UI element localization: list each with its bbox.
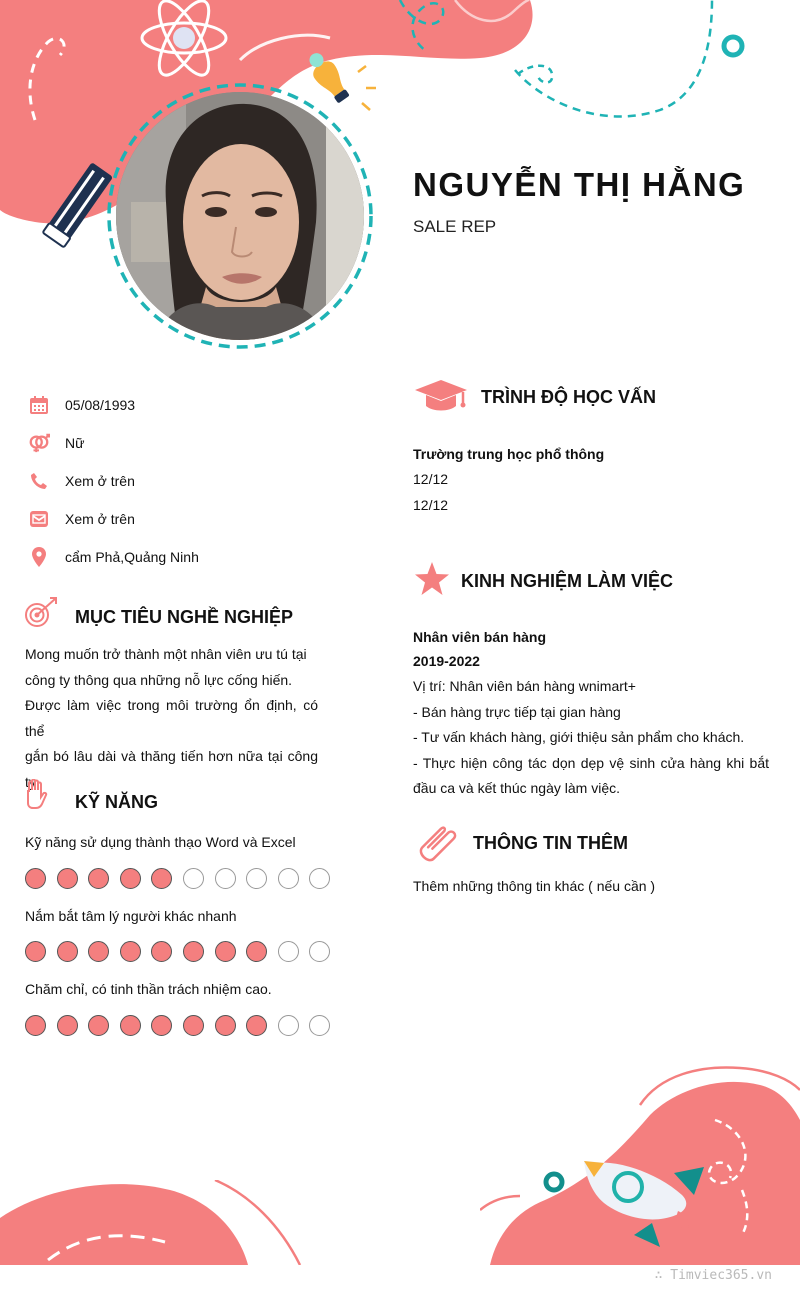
calendar-icon xyxy=(28,394,50,416)
rating-dot-filled xyxy=(120,868,141,889)
rating-dot-filled xyxy=(183,1015,204,1036)
contact-email: Xem ở trên xyxy=(28,500,199,538)
location-icon xyxy=(28,546,50,568)
rating-dot-filled xyxy=(25,868,46,889)
mail-icon xyxy=(28,508,50,530)
education-grade: 12/12 xyxy=(413,497,449,513)
rating-dot-empty xyxy=(246,868,267,889)
extra-title: THÔNG TIN THÊM xyxy=(473,833,628,853)
contact-address: cẩm Phả,Quảng Ninh xyxy=(28,538,199,576)
rating-dot-filled xyxy=(57,941,78,962)
rating-dot-filled xyxy=(215,1015,236,1036)
rating-dot-empty xyxy=(215,868,236,889)
atom-icon xyxy=(138,0,230,82)
skill-label: Chăm chỉ, có tinh thần trách nhiệm cao. xyxy=(25,981,272,997)
education-school: Trường trung học phổ thông xyxy=(413,446,605,462)
rating-dot-filled xyxy=(246,941,267,962)
skill-rating xyxy=(25,941,341,962)
skill-rating xyxy=(25,868,341,889)
brand-logo: ∴ Timviec365.vn xyxy=(654,1268,772,1283)
skill-label: Nắm bắt tâm lý người khác nhanh xyxy=(25,908,237,924)
skill-label: Kỹ năng sử dụng thành thạo Word và Excel xyxy=(25,834,296,850)
objective-text: Mong muốn trở thành một nhân viên ưu tú tại công ty thông qua những nỗ lực cống hiến. Được làm việc trong môi trường ổn định, có thể gắn bó lâu dài và thăng tiến hơn nữa tại công ty xyxy=(25,646,318,790)
rating-dot-filled xyxy=(120,941,141,962)
rating-dot-filled xyxy=(88,1015,109,1036)
phone-icon xyxy=(28,470,50,492)
rating-dot-empty xyxy=(183,868,204,889)
contact-gender: Nữ xyxy=(28,424,199,462)
education-grade: 12/12 xyxy=(413,471,449,487)
rating-dot-filled xyxy=(120,1015,141,1036)
skills-title: KỸ NĂNG xyxy=(75,792,159,812)
graduation-cap-icon xyxy=(413,380,469,414)
avatar xyxy=(106,82,374,350)
experience-period: 2019-2022 xyxy=(413,653,480,669)
rating-dot-empty xyxy=(278,868,299,889)
hand-icon xyxy=(24,779,48,809)
rating-dot-empty xyxy=(309,868,330,889)
experience-role: Nhân viên bán hàng xyxy=(413,629,547,645)
extra-text: Thêm những thông tin khác ( nếu cần ) xyxy=(413,878,656,894)
rocket-icon xyxy=(582,1155,712,1250)
star-icon xyxy=(414,562,450,596)
rating-dot-empty xyxy=(278,941,299,962)
paperclip-icon xyxy=(416,822,460,864)
rating-dot-filled xyxy=(151,868,172,889)
skill-rating xyxy=(25,1015,341,1036)
rating-dot-filled xyxy=(57,868,78,889)
rating-dot-empty xyxy=(309,941,330,962)
rating-dot-filled xyxy=(88,941,109,962)
rating-dot-filled xyxy=(25,941,46,962)
education-title: TRÌNH ĐỘ HỌC VẤN xyxy=(481,387,656,407)
experience-description: Vị trí: Nhân viên bán hàng wnimart+ - Bán hàng trực tiếp tại gian hàng - Tư vấn khách hàng, giới thiệu sản phẩm cho khách. - Thực hiện công tác dọn dẹp vệ sinh cửa hàng khi bắt đầu ca và kết thúc ngày làm việc. xyxy=(413,678,769,796)
rating-dot-filled xyxy=(246,1015,267,1036)
contact-phone: Xem ở trên xyxy=(28,462,199,500)
rating-dot-filled xyxy=(183,941,204,962)
gender-icon xyxy=(28,432,50,454)
objective-title: MỤC TIÊU NGHỀ NGHIỆP xyxy=(75,607,294,627)
rating-dot-empty xyxy=(278,1015,299,1036)
experience-title: KINH NGHIỆM LÀM VIỆC xyxy=(461,571,674,591)
candidate-position: SALE REP xyxy=(413,217,497,236)
rating-dot-filled xyxy=(151,941,172,962)
bottom-left-decoration xyxy=(0,1180,320,1265)
rating-dot-filled xyxy=(88,868,109,889)
candidate-name: NGUYỄN THỊ HẰNG xyxy=(413,166,746,203)
rating-dot-filled xyxy=(25,1015,46,1036)
rating-dot-empty xyxy=(309,1015,330,1036)
rating-dot-filled xyxy=(57,1015,78,1036)
rating-dot-filled xyxy=(215,941,236,962)
contact-list xyxy=(28,386,199,576)
rating-dot-filled xyxy=(151,1015,172,1036)
target-icon xyxy=(24,596,60,630)
contact-birthday: 05/08/1993 xyxy=(28,386,199,424)
